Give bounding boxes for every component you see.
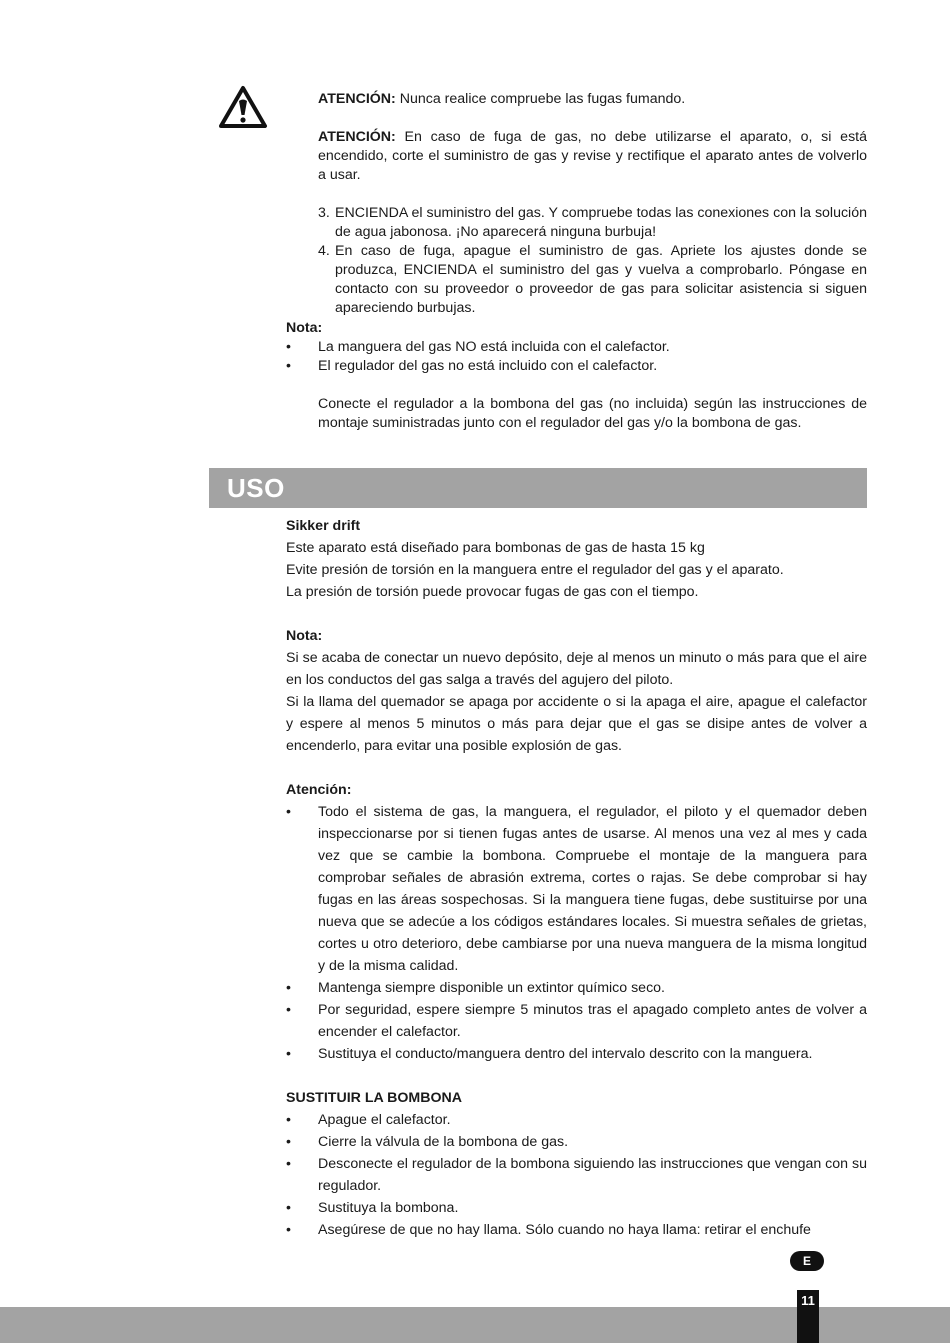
- section-body: [286, 515, 867, 1241]
- list-item: • Todo el sistema de gas, la manguera, el regulador, el piloto y el quemador deben inspeccionarse por si tienen fugas antes de usarse. Al menos una vez al mes y cada vez que se cambie la bombona. Compruebe el montaje de la manguera para comprobar señales de abrasión extrema, cortes o rajas. Se debe comprobar si hay fugas en las áreas sospechosas. Si la manguera tiene fugas, debe sustituirse por una nueva que se adecúe a los códigos estándares locales. Si muestra señales de grietas, cortes u otro deterioro, debe cambiarse por una nueva manguera de la misma longitud y de la misma calidad.: [286, 804, 867, 974]
- text-line: La presión de torsión puede provocar fugas de gas con el tiempo.: [286, 584, 699, 600]
- subsection-heading: Atención:: [286, 782, 352, 798]
- note-heading: Nota:: [286, 320, 323, 336]
- subsection-heading: Nota:: [286, 628, 323, 644]
- page-number: 11: [797, 1290, 819, 1343]
- text-line: Este aparato está diseñado para bombonas de gas de hasta 15 kg: [286, 540, 705, 556]
- section-header-bar: [209, 468, 867, 508]
- step-item: 4. En caso de fuga, apague el suministro de gas. Apriete los ajustes donde se produzca, ENCIENDA el suministro del gas y vuelva a comprobarlo. Póngase en contacto con su proveedor o proveedor de gas para solicitar asistencia si siguen apareciendo burbujas.: [318, 243, 867, 316]
- list-item: • Desconecte el regulador de la bombona siguiendo las instrucciones que vengan con su regulador.: [286, 1156, 867, 1194]
- warnings-block: [318, 90, 867, 318]
- list-item: • Mantenga siempre disponible un extintor químico seco.: [286, 980, 665, 996]
- warning-smoking: ATENCIÓN: Nunca realice compruebe las fugas fumando.: [318, 91, 686, 107]
- regulator-paragraph: Conecte el regulador a la bombona del gas (no incluida) según las instrucciones de montaje suministradas junto con el regulador del gas y/o la bombona de gas.: [318, 396, 867, 431]
- section-title: USO: [227, 473, 285, 503]
- list-item: • Sustituya el conducto/manguera dentro del intervalo descrito con la manguera.: [286, 1046, 813, 1062]
- list-item: • El regulador del gas no está incluido con el calefactor.: [286, 358, 658, 374]
- text-paragraph: Si se acaba de conectar un nuevo depósito, deje al menos un minuto o más para que el aire en los conductos del gas salga a través del agujero del piloto.: [286, 650, 867, 688]
- list-item: • Asegúrese de que no hay llama. Sólo cuando no haya llama: retirar el enchufe: [286, 1222, 811, 1238]
- step-item: 3. ENCIENDA el suministro del gas. Y compruebe todas las conexiones con la solución de agua jabonosa. ¡No aparecerá ninguna burbuja!: [318, 205, 867, 240]
- text-paragraph: Si la llama del quemador se apaga por accidente o si la apaga el aire, apague el calefactor y espere al menos 5 minutos o más para dejar que el gas se disipe antes de volver a encenderlo, para evitar una posible explosión de gas.: [286, 694, 867, 754]
- list-item: • Por seguridad, espere siempre 5 minutos tras el apagado completo antes de volver a encender el calefactor.: [286, 1002, 867, 1040]
- subsection-heading: Sikker drift: [286, 518, 361, 534]
- list-item: • Apague el calefactor.: [286, 1112, 451, 1128]
- warning-gas-leak: ATENCIÓN: En caso de fuga de gas, no debe utilizarse el aparato, o, si está encendido, corte el suministro de gas y revise y rectifique el aparato antes de volverlo a usar.: [318, 129, 867, 183]
- list-item: • Sustituya la bombona.: [286, 1200, 459, 1216]
- warning-triangle-icon: [218, 84, 268, 130]
- language-badge: E: [790, 1251, 824, 1271]
- list-item: • Cierre la válvula de la bombona de gas.: [286, 1134, 569, 1150]
- text-line: Evite presión de torsión en la manguera entre el regulador del gas y el aparato.: [286, 562, 784, 578]
- subsection-heading: SUSTITUIR LA BOMBONA: [286, 1090, 463, 1106]
- list-item: • La manguera del gas NO está incluida con el calefactor.: [286, 339, 670, 355]
- note-block: [286, 319, 867, 433]
